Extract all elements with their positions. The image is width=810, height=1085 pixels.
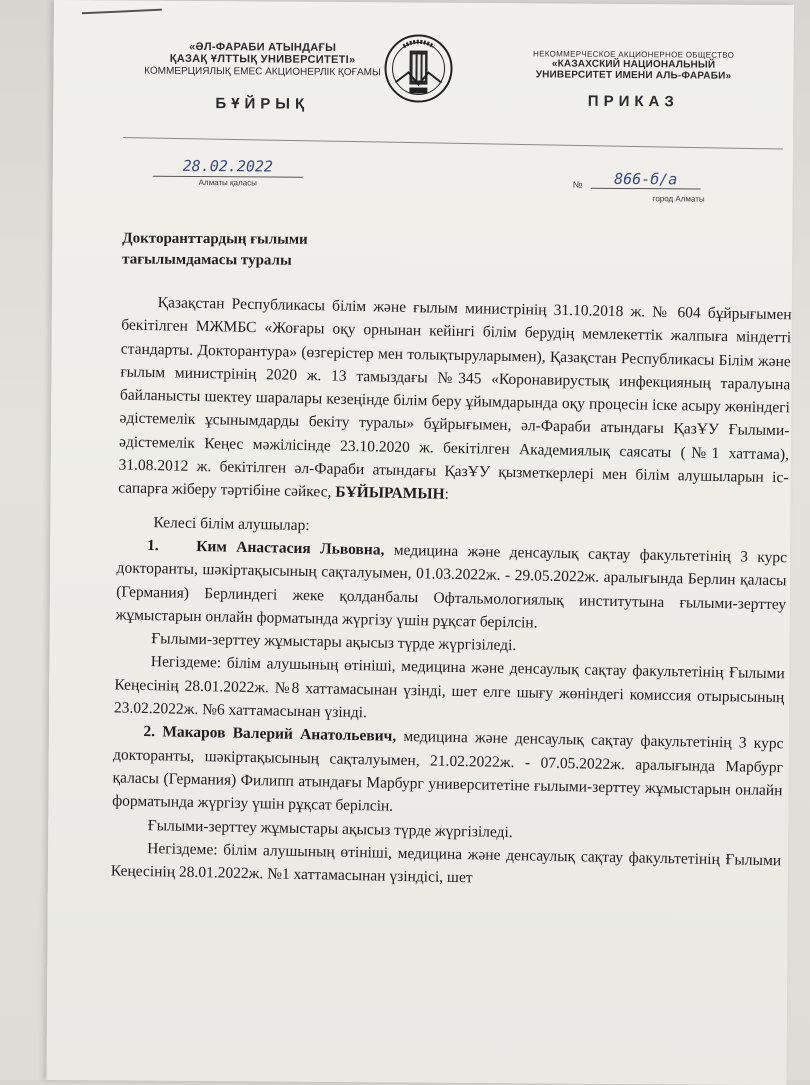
- order-subject: [122, 228, 308, 271]
- preamble: [118, 290, 792, 512]
- intro: Келесі білім алушылар:: [153, 513, 310, 534]
- order-number: [572, 169, 763, 204]
- order-date: [153, 157, 303, 188]
- order-body: [111, 290, 792, 895]
- number-value: 866-б/а: [591, 170, 701, 190]
- header-russian: [508, 49, 758, 111]
- document-page: [46, 0, 794, 1085]
- header-ru-line3: УНИВЕРСИТЕТ ИМЕНИ АЛЬ-ФАРАБИ»: [535, 69, 732, 82]
- item-2-free: Ғылыми-зерттеу жұмыстары ақысыз түрде жүргізіледі.: [147, 816, 513, 841]
- item-2-num: 2.: [143, 723, 156, 741]
- header-divider: [123, 137, 783, 150]
- header-kz-line2: ҚАЗАҚ ҰЛТТЫҚ УНИВЕРСИТЕТІ»: [169, 52, 356, 67]
- order-colon: :: [444, 486, 450, 504]
- university-emblem-icon: [383, 32, 454, 104]
- header-kz-title: БҰЙРЫҚ: [215, 95, 310, 113]
- subject-line1: Докторанттардың ғылыми: [122, 230, 308, 248]
- item-2-text: медицина және денсаулық сақтау факультетінің 3 курс докторанты, шәкіртақысының сақталуымен, 21.02.2022ж. - 07.05.2022ж. аралығында Марбург қаласы (Германия) Филипп атындағы Марбург университетіне ғылыми-зерттеу жұмыстарын онлайн форматында жүргізу үшін рұқсат берілсін.: [112, 728, 784, 816]
- preamble-text: Қазақстан Республикасы білім және ғылым министрінің 31.10.2018 ж. № 604 бұйрығымен бекітілген МЖМБС «Жоғары оқу орнынан кейінгі білім берудің мемлекеттік жалпыға міндетті стандарты. Докторантура» (өзгерістер мен толықтыруларымен), Қазақстан Республикасы Білім және ғылым министрінің 2020 ж. 13 тамыздағы №345 «Коронавирустық инфекцияның таралуына байланысты шектеу шаралары кезеңінде білім беру ұйымдарында оқу процесін іске асыру жөніндегі әдістемелік ұсынымдарды бекіту туралы» бұйрығымен, әл-Фараби атындағы ҚазҰУ Ғылыми-әдістемелік Кеңес мәжілісінде 23.10.2020 ж. бекітілген Академиялық саясаты (№1 хаттама), 31.08.2012 ж. бекітілген әл-Фараби атындағы ҚазҰУ қызметкерлері мен білім алушыларын іс-сапарға жіберу тәртібіне сәйкес,: [118, 294, 792, 501]
- order-word: БҰЙЫРАМЫН: [335, 483, 445, 504]
- header-ru-line1: НЕКОММЕРЧЕСКОЕ АКЦИОНЕРНОЕ ОБЩЕСТВО: [533, 49, 735, 60]
- header-kazakh: [137, 41, 387, 114]
- item-1-basis: Негіздеме: білім алушының өтініші, медицина және денсаулық сақтау факультетінің Ғылыми Кеңесінің 28.01.2022ж. №8 хаттамасынан үзінді, шет елге шығу жөніндегі комиссия отырысының 23.02.2022ж. №6 хаттамасынан үзінді.: [113, 653, 785, 722]
- item-1: [116, 533, 788, 639]
- item-1-text: медицина және денсаулық сақтау факультетінің 3 курс докторанты, шәкіртақысының сақталуымен, 01.03.2022ж. - 29.05.2022ж. аралығында Берлин қаласы (Германия) Берлиндегі жеке қолданбалы Офтальмологиялық институтына ғылыми-зерттеу жұмыстарын онлайн форматында жүргізу үшін рұқсат берілсін.: [115, 541, 788, 632]
- header-kz-line3: КОММЕРЦИЯЛЫҚ ЕМЕС АКЦИОНЕРЛІК ҚОҒАМЫ: [144, 65, 381, 79]
- header-ru-title: ПРИКАЗ: [587, 92, 679, 111]
- item-2: [112, 720, 784, 826]
- item-1-name: Ким Анастасия Львовна,: [196, 537, 385, 559]
- pen-mark: [82, 9, 162, 15]
- number-city: город Алматы: [652, 194, 705, 204]
- number-prefix: №: [572, 179, 583, 190]
- subject-line2: тағылымдамасы туралы: [122, 251, 292, 269]
- item-2-basis: Негіздеме: білім алушының өтініші, медицина және денсаулық сақтау факультетінің Ғылыми Кеңесінің 28.01.2022ж. №1 хаттамасынан үзіндісі, шет: [110, 839, 782, 887]
- date-city: Алматы қаласы: [198, 178, 257, 188]
- item-1-free: Ғылыми-зерттеу жұмыстары ақысыз түрде жүргізіледі.: [151, 630, 517, 655]
- header-ru-line2: «КАЗАХСКИЙ НАЦИОНАЛЬНЫЙ: [551, 58, 716, 71]
- date-value: 28.02.2022: [182, 156, 274, 176]
- item-2-name: Макаров Валерий Анатольевич,: [162, 723, 397, 746]
- item-1-num: 1.: [146, 536, 159, 555]
- header-kz-line1: «ӘЛ-ФАРАБИ АТЫНДАҒЫ: [189, 40, 337, 54]
